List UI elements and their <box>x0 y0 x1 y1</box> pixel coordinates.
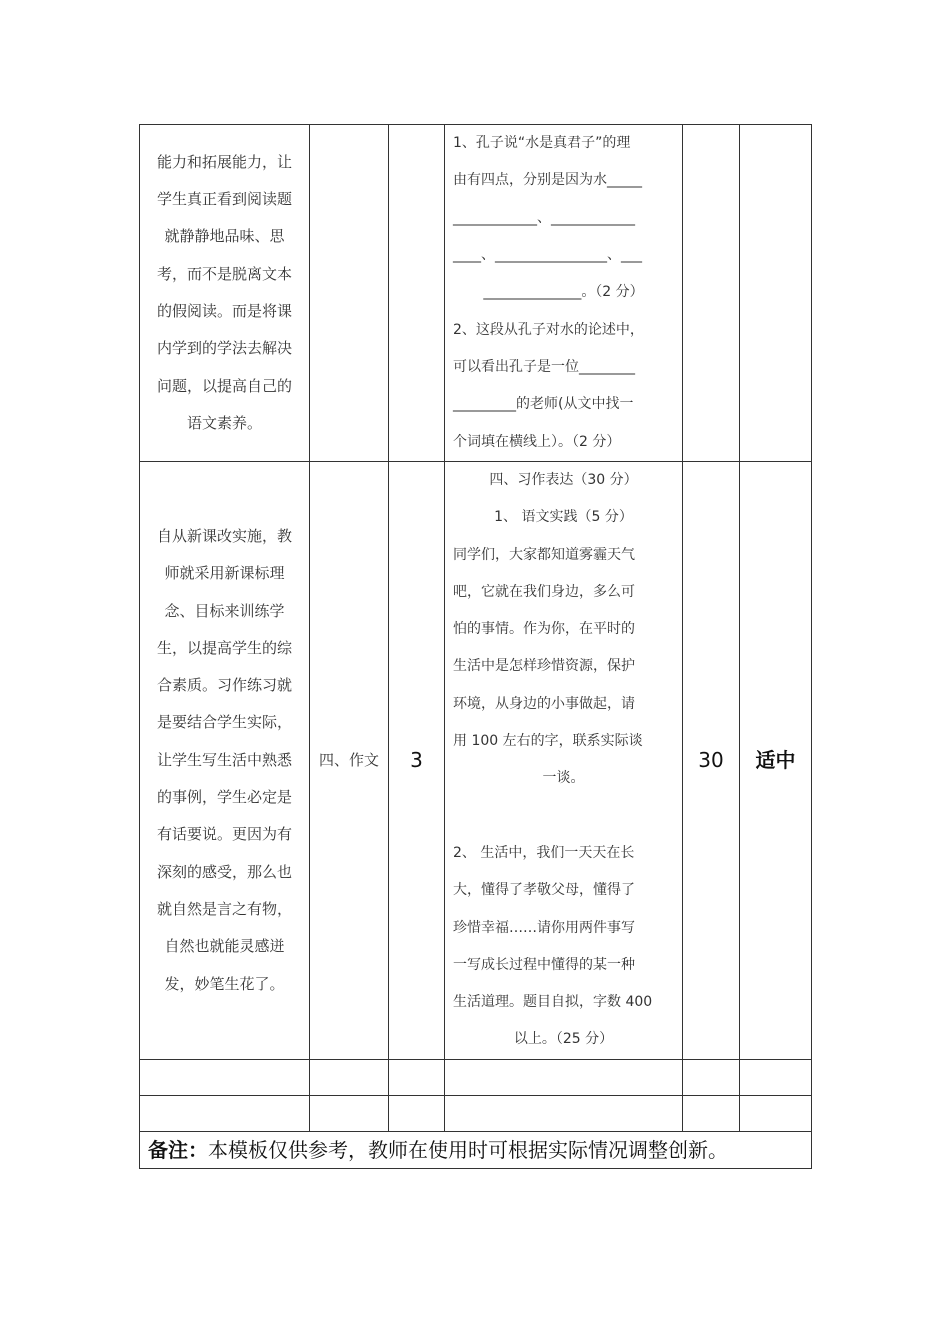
rationale-line: 内学到的学法去解决 <box>156 339 292 358</box>
empty-cell <box>310 1059 389 1095</box>
table-row <box>140 1095 812 1131</box>
empty-cell <box>140 1095 310 1131</box>
rationale-cell <box>140 462 310 1060</box>
rationale-line: 就静静地品味、思 <box>164 227 285 246</box>
score-cell <box>683 125 740 462</box>
rationale-line: 生，以提高学生的综 <box>156 638 292 657</box>
rationale-line: 合素质。习作练习就 <box>156 676 292 695</box>
empty-cell <box>683 1059 740 1095</box>
question-line: 怕的事情。作为你，在平时的 <box>453 621 635 638</box>
empty-cell <box>389 1095 445 1131</box>
question-cell <box>445 462 683 1060</box>
blank-line <box>453 798 674 835</box>
rationale-line: 的事例，学生必定是 <box>156 788 292 807</box>
section-cell <box>310 125 389 462</box>
count-cell: 3 <box>389 462 445 1060</box>
question-cell <box>445 125 683 462</box>
rationale-line: 学生真正看到阅读题 <box>156 190 292 209</box>
note-cell <box>140 1131 812 1168</box>
question-line: 可以看出孔子是一位________ <box>453 358 635 375</box>
question-line: 珍惜幸福……请你用两件事写 <box>453 919 635 936</box>
question-line: _________的老师(从文中找一 <box>453 396 634 413</box>
rationale-line: 问题，以提高自己的 <box>156 376 292 395</box>
question-line: 一写成长过程中懂得的某一种 <box>453 956 635 973</box>
rationale-line: 就自然是言之有物， <box>156 899 292 918</box>
empty-cell <box>683 1095 740 1131</box>
empty-cell <box>140 1059 310 1095</box>
question-line: 由有四点，分别是因为水_____ <box>453 172 642 189</box>
rationale-line: 让学生写生活中熟悉 <box>156 750 292 769</box>
score-cell: 30 <box>683 462 740 1060</box>
question-line: ______________。（2 分） <box>483 284 644 301</box>
question-line: 一谈。 <box>542 770 585 787</box>
question-line: ____、________________、___ <box>453 247 642 264</box>
question-line: 吧，它就在我们身边，多么可 <box>453 583 635 600</box>
empty-cell <box>740 1059 812 1095</box>
question-line: 用 100 左右的字，联系实际谈 <box>453 733 643 750</box>
rationale-line: 的假阅读。而是将课 <box>156 302 292 320</box>
rationale-line: 发，妙笔生花了。 <box>164 974 285 993</box>
empty-cell <box>740 1095 812 1131</box>
empty-cell <box>445 1095 683 1131</box>
note-label: 备注： <box>148 1137 208 1162</box>
rationale-line: 能力和拓展能力，让 <box>156 152 292 171</box>
question-line: 1、孔子说“水是真君子”的理 <box>453 135 631 152</box>
count-cell <box>389 125 445 462</box>
rationale-line: 师就采用新课标理 <box>164 564 285 583</box>
rationale-line: 自然也就能灵感迸 <box>164 937 285 956</box>
table-row <box>140 125 812 462</box>
empty-cell <box>310 1095 389 1131</box>
empty-cell <box>389 1059 445 1095</box>
question-line: ____________、____________ <box>453 209 635 226</box>
question-line: 1、 语文实践（5 分） <box>494 509 633 526</box>
section-cell: 四、作文 <box>310 462 389 1060</box>
rationale-cell <box>140 125 310 462</box>
rationale-line: 深刻的感受，那么也 <box>156 862 292 881</box>
table-row <box>140 1059 812 1095</box>
rationale-line: 自从新课改实施，教 <box>156 526 292 545</box>
difficulty-cell: 适中 <box>740 462 812 1060</box>
empty-cell <box>445 1059 683 1095</box>
rationale-line: 语文素养。 <box>186 413 262 432</box>
question-line: 生活中是怎样珍惜资源，保护 <box>453 658 635 675</box>
note-text: 本模板仅供参考，教师在使用时可根据实际情况调整创新。 <box>208 1137 728 1162</box>
exam-analysis-table <box>139 124 812 1169</box>
table-row <box>140 462 812 1060</box>
rationale-line: 有话要说。更因为有 <box>156 825 292 844</box>
question-line: 以上。（25 分） <box>513 1031 614 1048</box>
question-line: 大，懂得了孝敬父母，懂得了 <box>453 882 635 899</box>
question-line: 生活道理。题目自拟，字数 400 <box>453 994 653 1011</box>
note-row <box>140 1131 812 1168</box>
question-line: 同学们，大家都知道雾霾天气 <box>453 546 635 563</box>
question-line: 个词填在横线上）。（2 分） <box>453 433 621 450</box>
difficulty-cell <box>740 125 812 462</box>
question-line: 2、 生活中，我们一天天在长 <box>453 844 635 861</box>
question-line: 2、这段从孔子对水的论述中， <box>453 321 644 338</box>
rationale-line: 念、目标来训练学 <box>164 601 285 620</box>
rationale-line: 考，而不是脱离文本 <box>156 264 292 283</box>
question-line: 环境，从身边的小事做起，请 <box>453 695 635 712</box>
question-line: 四、习作表达（30 分） <box>489 472 638 488</box>
rationale-line: 是要结合学生实际， <box>156 713 292 732</box>
